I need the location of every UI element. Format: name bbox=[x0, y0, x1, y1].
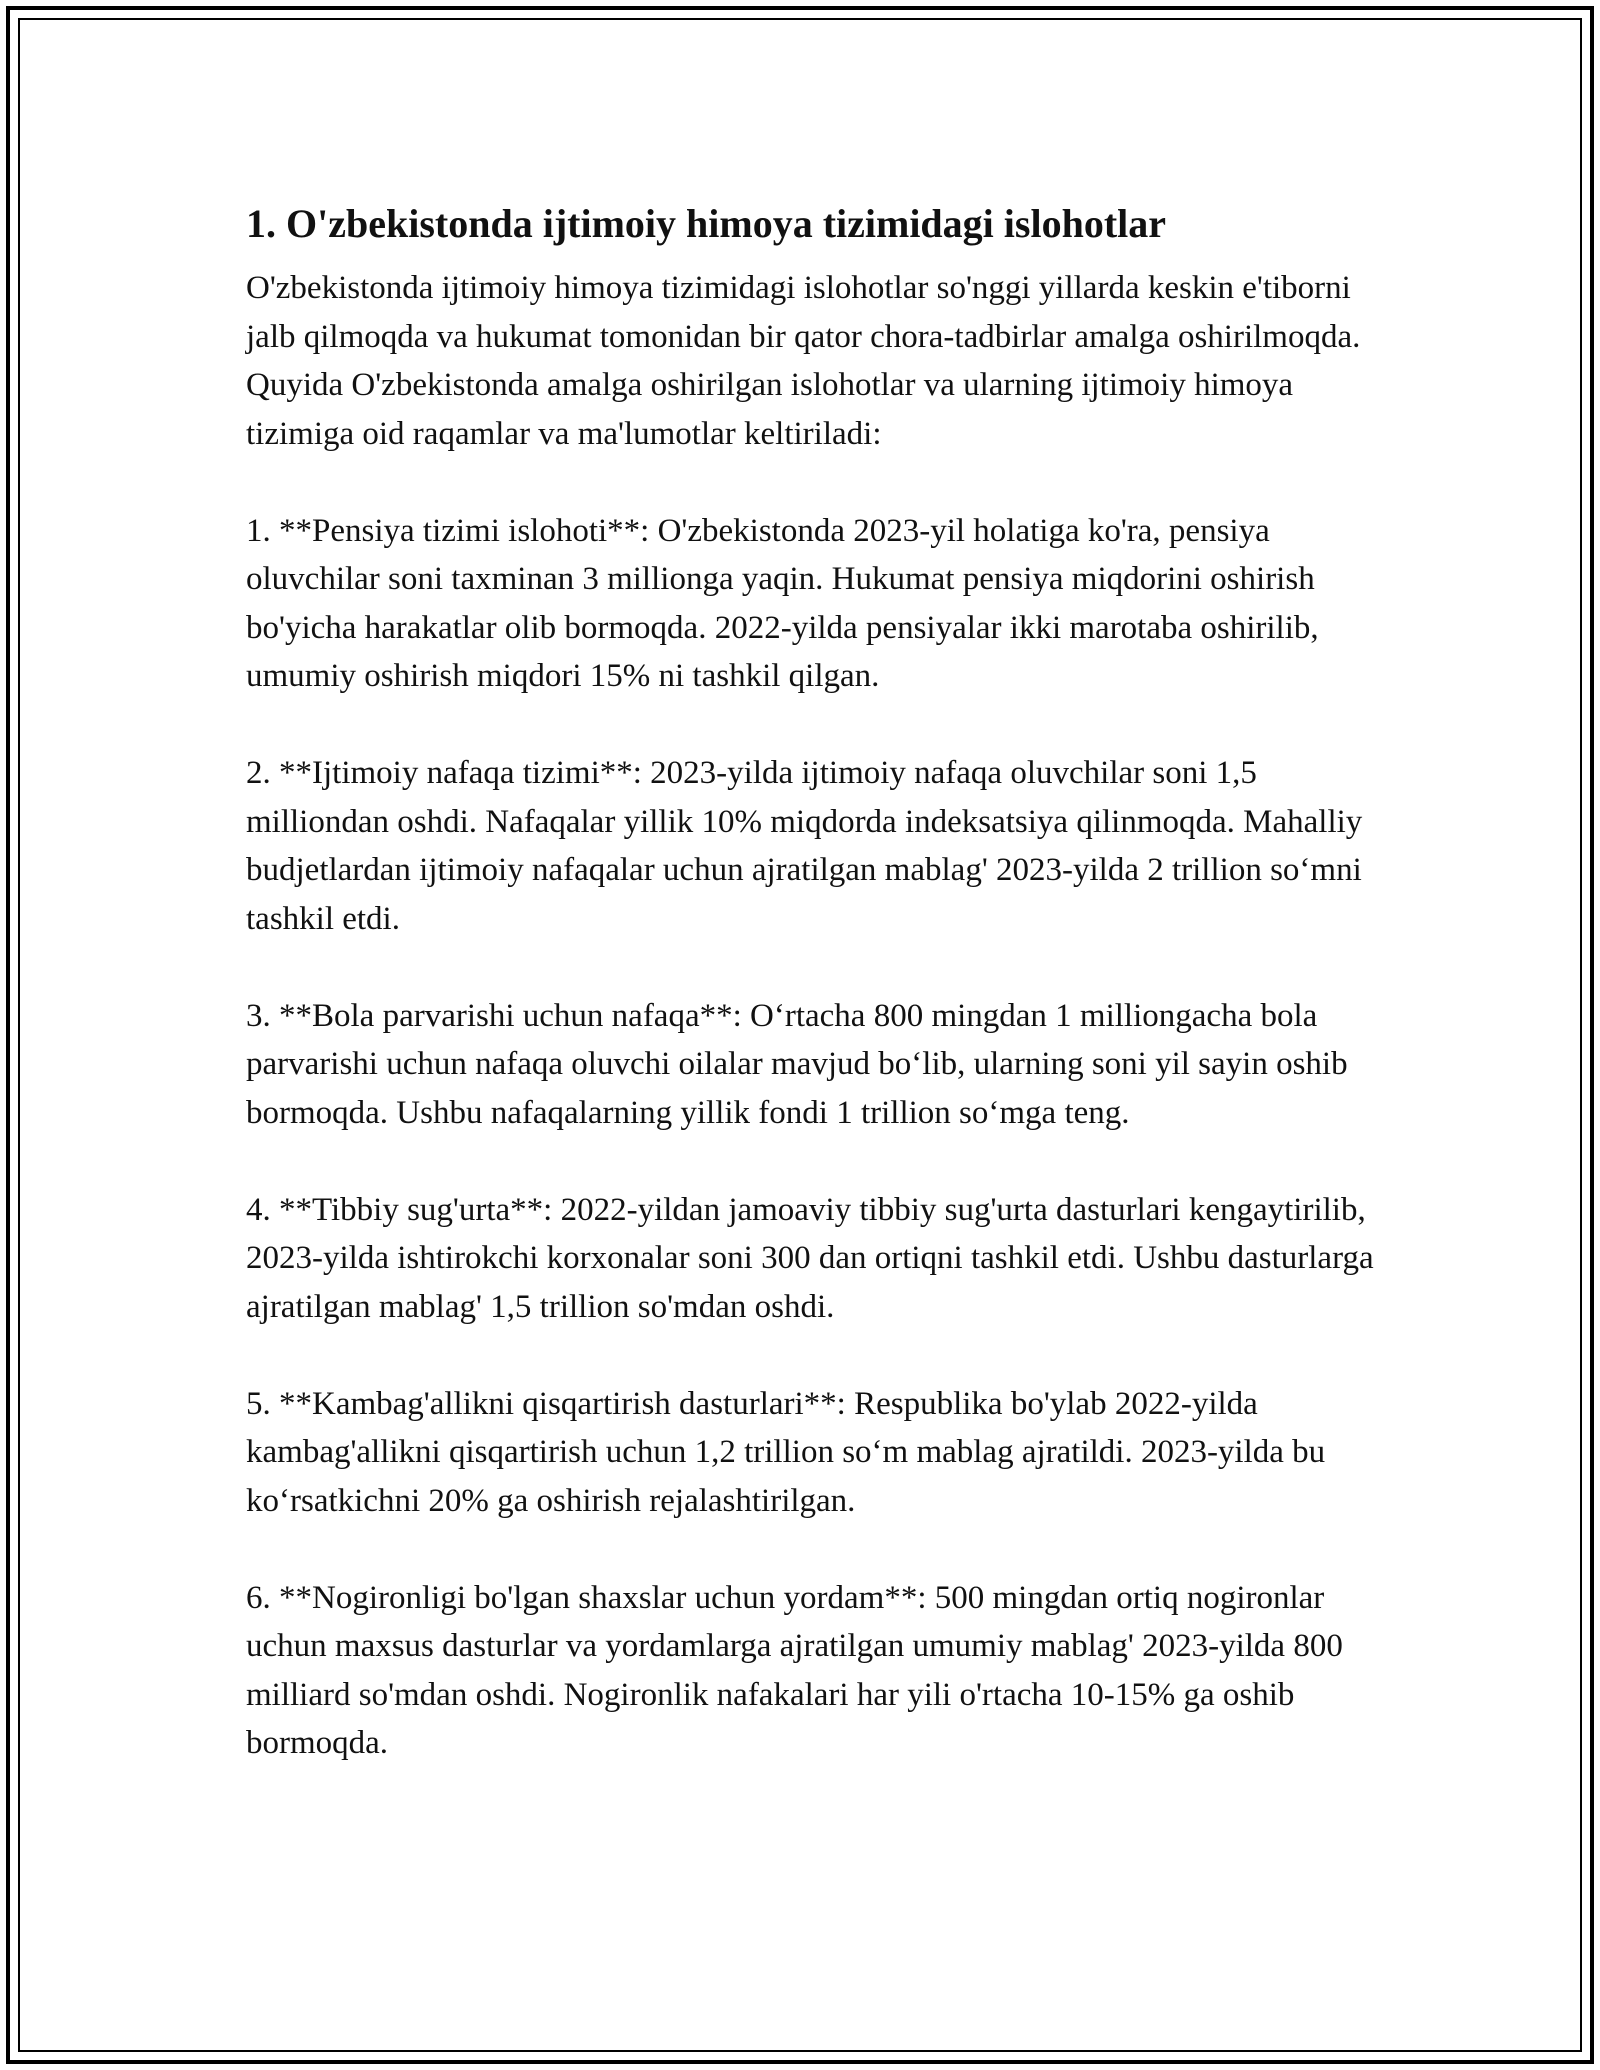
page-frame bbox=[6, 6, 1594, 2064]
document-title: 1. O'zbekistonda ijtimoiy himoya tizimidagi islohotlar bbox=[246, 201, 1167, 246]
list-item-disability-support: 6. **Nogironligi bo'lgan shaxslar uchun yordam**: 500 mingdan ortiq nogironlar uchun maxsus dasturlar va yordamlarga ajratilgan umumiy mablag' 2023-yilda 800 milliard so'mdan oshdi. Nogironlik nafakalari har yili o'rtacha 10-15% ga oshib bormoqda. bbox=[246, 1579, 1343, 1761]
list-item-childcare-benefit: 3. **Bola parvarishi uchun nafaqa**: O‘rtacha 800 mingdan 1 milliongacha bola parvarishi uchun nafaqa oluvchi oilalar mavjud bo‘lib, ularning soni yil sayin oshib bormoqda. Ushbu nafaqalarning yillik fondi 1 trillion so‘mga teng. bbox=[246, 997, 1348, 1131]
document-content bbox=[246, 196, 1386, 1768]
list-item-social-benefit: 2. **Ijtimoiy nafaqa tizimi**: 2023-yilda ijtimoiy nafaqa oluvchilar soni 1,5 milliondan oshdi. Nafaqalar yillik 10% miqdorda indeksatsiya qilinmoqda. Mahalliy budjetlardan ijtimoiy nafaqalar uchun ajratilgan mablag' 2023-yilda 2 trillion so‘mni tashkil etdi. bbox=[246, 755, 1363, 937]
list-item-health-insurance: 4. **Tibbiy sug'urta**: 2022-yildan jamoaviy tibbiy sug'urta dasturlari kengaytirilib, 2023-yilda ishtirokchi korxonalar soni 300 dan ortiqni tashkil etdi. Ushbu dasturlarga ajratilgan mablag' 1,5 trillion so'mdan oshdi. bbox=[246, 1191, 1374, 1325]
list-item-pension-reform: 1. **Pensiya tizimi islohoti**: O'zbekistonda 2023-yil holatiga ko'ra, pensiya oluvchilar soni taxminan 3 millionga yaqin. Hukumat pensiya miqdorini oshirish bo'yicha harakatlar olib bormoqda. 2022-yilda pensiyalar ikki marotaba oshirilib, umumiy oshirish miqdori 15% ni tashkil qilgan. bbox=[246, 512, 1319, 694]
list-item-poverty-reduction: 5. **Kambag'allikni qisqartirish dasturlari**: Respublika bo'ylab 2022-yilda kambag'allikni qisqartirish uchun 1,2 trillion so‘m mablag ajratildi. 2023-yilda bu ko‘rsatkichni 20% ga oshirish rejalashtirilgan. bbox=[246, 1385, 1326, 1519]
intro-paragraph: O'zbekistonda ijtimoiy himoya tizimidagi islohotlar so'nggi yillarda keskin e'tiborni jalb qilmoqda va hukumat tomonidan bir qator chora-tadbirlar amalga oshirilmoqda. Quyida O'zbekistonda amalga oshirilgan islohotlar va ularning ijtimoiy himoya tizimiga oid raqamlar va ma'lumotlar keltiriladi: bbox=[246, 270, 1361, 452]
